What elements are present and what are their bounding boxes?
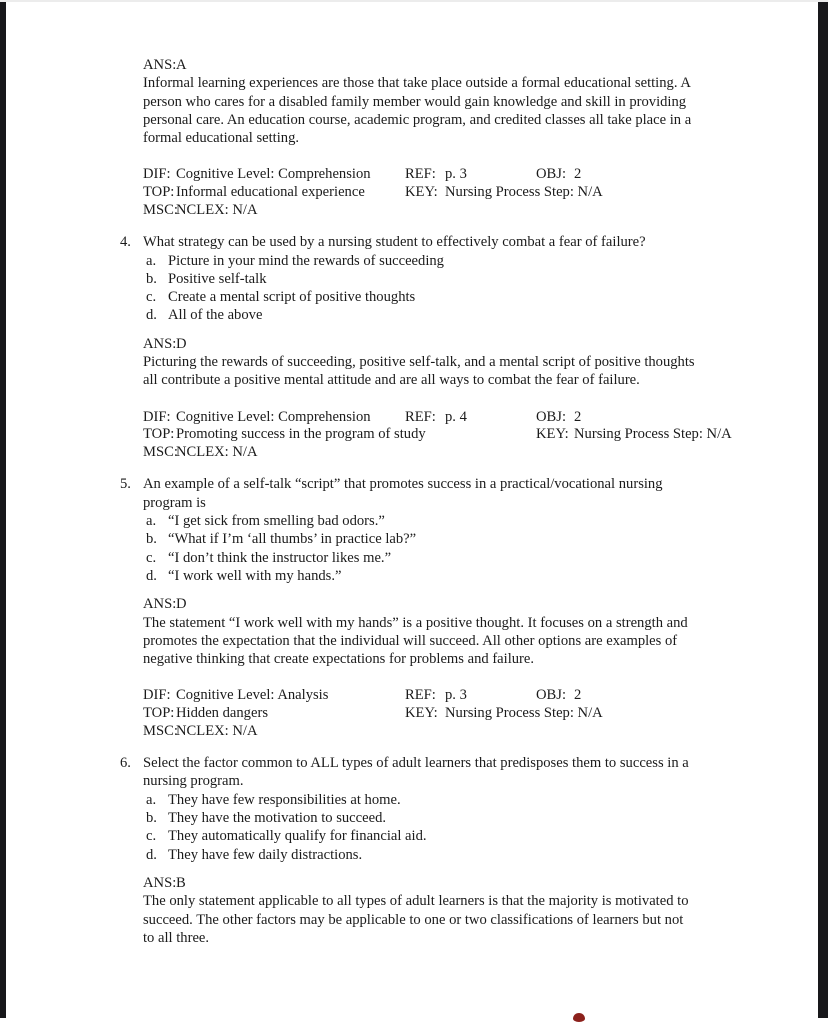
- screen-top-edge: [0, 0, 828, 2]
- option-letter: d.: [146, 307, 157, 324]
- rationale-line: negative thinking that create expectations for problems and failure.: [143, 651, 535, 668]
- key-value: Nursing Process Step: N/A: [574, 426, 732, 443]
- obj-value: 2: [574, 408, 582, 425]
- option-text: “What if I’m ‘all thumbs’ in practice lab?”: [168, 531, 417, 548]
- rationale-line: The statement “I work well with my hands” is a positive thought. It focuses on a strength and: [143, 614, 688, 631]
- top-value: Hidden dangers: [176, 704, 268, 721]
- dif-value: Cognitive Level: Comprehension: [176, 408, 371, 425]
- option-d: [143, 306, 758, 324]
- top-label: TOP:: [143, 426, 175, 443]
- top-value: Promoting success in the program of study: [176, 426, 426, 443]
- top-label: TOP:: [143, 704, 175, 721]
- option-letter: d.: [146, 846, 157, 863]
- rationale-line: all contribute a positive mental attitude and are all ways to combat the fear of failure.: [143, 372, 640, 389]
- rationale-line: person who cares for a disabled family member would gain knowledge and skill in providing: [143, 93, 687, 110]
- top-value: Informal educational experience: [176, 184, 365, 201]
- dif-label: DIF:: [143, 687, 171, 704]
- option-letter: b.: [146, 531, 157, 548]
- meta-row-msc: [143, 443, 758, 461]
- option-a: [143, 512, 758, 530]
- msc-value: NCLEX: N/A: [176, 722, 258, 739]
- option-text: Create a mental script of positive thoughts: [168, 289, 416, 306]
- option-a: [143, 791, 758, 809]
- obj-value: 2: [574, 166, 582, 183]
- screen-left-edge: [0, 2, 6, 1018]
- question-stem-line: An example of a self-talk “script” that promotes success in a practical/vocational nursing: [143, 476, 663, 493]
- question-stem-line: program is: [143, 494, 206, 511]
- option-b: [143, 270, 758, 288]
- question-number: 5.: [120, 476, 131, 493]
- option-c: [143, 549, 758, 567]
- option-text: They have few daily distractions.: [168, 846, 363, 863]
- rationale-line: formal educational setting.: [143, 130, 300, 147]
- question-stem-line: Select the factor common to ALL types of adult learners that predisposes them to success in a: [143, 755, 689, 772]
- key-label: KEY:: [405, 704, 438, 721]
- option-letter: a.: [146, 513, 157, 530]
- option-letter: c.: [146, 289, 157, 306]
- meta-block: [143, 165, 758, 218]
- obj-label: OBJ:: [536, 687, 567, 704]
- answer-line: [143, 56, 758, 74]
- meta-row-top: [143, 425, 758, 443]
- option-text: They have few responsibilities at home.: [168, 791, 401, 808]
- ans-label: ANS:: [143, 874, 177, 891]
- msc-value: NCLEX: N/A: [176, 201, 258, 218]
- rationale-line: personal care. An education course, academic program, and credited classes all take place in a: [143, 111, 692, 128]
- screen-right-edge: [818, 2, 828, 1018]
- option-b: [143, 809, 758, 827]
- meta-row-msc: [143, 201, 758, 219]
- dif-value: Cognitive Level: Analysis: [176, 687, 329, 704]
- answer-line: [143, 874, 758, 892]
- option-text: “I don’t think the instructor likes me.”: [168, 549, 392, 566]
- option-letter: a.: [146, 252, 157, 269]
- meta-block: [143, 686, 758, 739]
- answer-line: [143, 595, 758, 613]
- option-text: They automatically qualify for financial aid.: [168, 828, 427, 845]
- option-letter: b.: [146, 270, 157, 287]
- option-text: They have the motivation to succeed.: [168, 810, 387, 827]
- question-number: 4.: [120, 234, 131, 251]
- document-page: [120, 56, 758, 947]
- question-4: [120, 233, 758, 324]
- rationale: [143, 892, 758, 947]
- msc-value: NCLEX: N/A: [176, 443, 258, 460]
- option-text: “I work well with my hands.”: [168, 567, 342, 584]
- question-5: [120, 475, 758, 585]
- question-number: 6.: [120, 755, 131, 772]
- key-value: Nursing Process Step: N/A: [445, 184, 603, 201]
- rationale-line: promotes the expectation that the individual will succeed. All other options are examples of: [143, 632, 678, 649]
- ref-value: p. 3: [445, 166, 467, 183]
- ans-value: D: [176, 335, 187, 352]
- option-c: [143, 288, 758, 306]
- question-6: [120, 754, 758, 864]
- dif-value: Cognitive Level: Comprehension: [176, 166, 371, 183]
- top-label: TOP:: [143, 184, 175, 201]
- ans-label: ANS:: [143, 596, 177, 613]
- meta-row-dif: [143, 165, 758, 183]
- ans-value: B: [176, 874, 186, 891]
- ref-value: p. 3: [445, 687, 467, 704]
- rationale-line: Informal learning experiences are those that take place outside a formal educational setting. A: [143, 75, 691, 92]
- option-letter: c.: [146, 828, 157, 845]
- rationale: [143, 353, 758, 390]
- option-letter: b.: [146, 810, 157, 827]
- ref-label: REF:: [405, 166, 436, 183]
- meta-row-msc: [143, 722, 758, 740]
- option-letter: c.: [146, 549, 157, 566]
- option-b: [143, 530, 758, 548]
- option-letter: d.: [146, 567, 157, 584]
- option-d: [143, 567, 758, 585]
- question-stem-line: What strategy can be used by a nursing student to effectively combat a fear of failure?: [143, 234, 646, 251]
- ref-value: p. 4: [445, 408, 467, 425]
- answer-block-q5: [143, 595, 758, 739]
- rationale-line: The only statement applicable to all types of adult learners is that the majority is motivated to: [143, 893, 689, 910]
- msc-label: MSC:: [143, 722, 178, 739]
- obj-label: OBJ:: [536, 166, 567, 183]
- meta-row-top: [143, 183, 758, 201]
- rationale-line: succeed. The other factors may be applicable to one or two classifications of learners but not: [143, 911, 684, 928]
- rationale: [143, 614, 758, 669]
- ref-label: REF:: [405, 408, 436, 425]
- msc-label: MSC:: [143, 443, 178, 460]
- option-d: [143, 846, 758, 864]
- rationale: [143, 74, 758, 147]
- answer-block-q6: [143, 874, 758, 947]
- option-letter: a.: [146, 791, 157, 808]
- option-text: Positive self-talk: [168, 270, 267, 287]
- option-text: “I get sick from smelling bad odors.”: [168, 513, 385, 530]
- rationale-line: to all three.: [143, 929, 210, 946]
- obj-label: OBJ:: [536, 408, 567, 425]
- obj-value: 2: [574, 687, 582, 704]
- option-c: [143, 827, 758, 845]
- option-a: [143, 252, 758, 270]
- msc-label: MSC:: [143, 201, 178, 218]
- ans-value: A: [176, 57, 187, 73]
- ans-value: D: [176, 596, 187, 613]
- key-value: Nursing Process Step: N/A: [445, 704, 603, 721]
- dif-label: DIF:: [143, 166, 171, 183]
- ans-label: ANS:: [143, 57, 177, 73]
- meta-block: [143, 408, 758, 461]
- answer-block-q3: [143, 56, 758, 218]
- meta-row-dif: [143, 408, 758, 426]
- question-stem-line: nursing program.: [143, 773, 244, 790]
- answer-block-q4: [143, 335, 758, 461]
- ans-label: ANS:: [143, 335, 177, 352]
- key-label: KEY:: [536, 426, 569, 443]
- ref-label: REF:: [405, 687, 436, 704]
- dif-label: DIF:: [143, 408, 171, 425]
- rationale-line: Picturing the rewards of succeeding, positive self-talk, and a mental script of positive thoughts: [143, 354, 695, 371]
- option-text: Picture in your mind the rewards of succeeding: [168, 252, 444, 269]
- meta-row-dif: [143, 686, 758, 704]
- option-text: All of the above: [168, 307, 263, 324]
- key-label: KEY:: [405, 184, 438, 201]
- meta-row-top: [143, 704, 758, 722]
- answer-line: [143, 335, 758, 353]
